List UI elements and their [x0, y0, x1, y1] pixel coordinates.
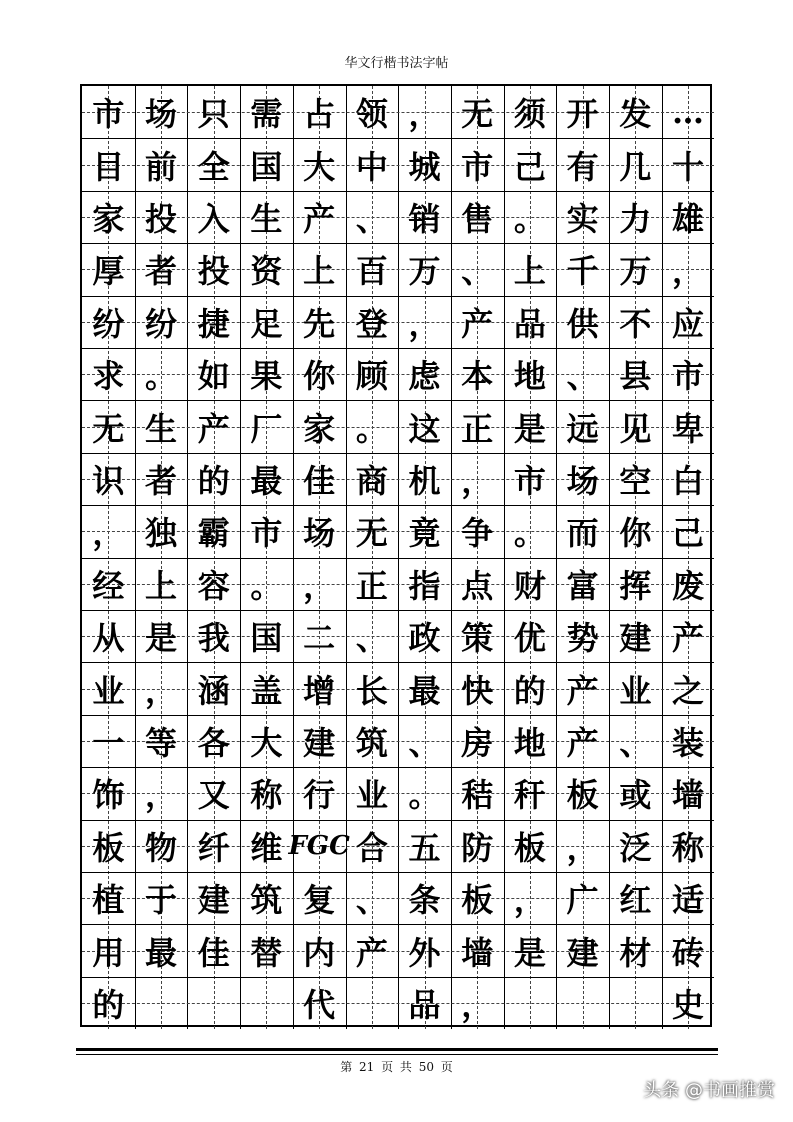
grid-cell-character: 场 [303, 514, 336, 553]
grid-cell-character: 植 [92, 881, 125, 920]
grid-cell-character: 产 [303, 199, 336, 238]
grid-cell-character: 市 [92, 95, 125, 134]
grid-cell-character: 或 [619, 776, 652, 815]
grid-cell-character: 国 [250, 619, 283, 658]
grid-cell-character: 市 [250, 514, 283, 553]
grid-cell-character: 有 [566, 147, 599, 186]
grid-cell-character: 砖 [672, 933, 705, 972]
grid-cell-character: 墙 [461, 933, 494, 972]
grid-cell-character: 产 [672, 619, 705, 658]
grid-cell-character: 市 [461, 147, 494, 186]
grid-cell-character: 无 [92, 409, 125, 448]
grid-cell-character: 于 [145, 881, 178, 920]
grid-cell-character: 之 [672, 671, 705, 710]
grid-cell-character: 者 [145, 461, 178, 500]
grid-cell-character: 复 [303, 881, 336, 920]
grid-cell-character: 业 [619, 671, 652, 710]
grid-cell-character: 涵 [197, 671, 230, 710]
grid-cell-character: 如 [197, 357, 230, 396]
grid-cell-character: 政 [408, 619, 441, 658]
grid-cell-character: 无 [461, 95, 494, 134]
grid-cell-character: 城 [408, 147, 441, 186]
grid-cell-character: 需 [250, 95, 283, 134]
grid-cell-character: 房 [461, 723, 494, 762]
grid-cell-character: 投 [145, 199, 178, 238]
grid-cell-character: ， [672, 252, 705, 291]
grid-cell-character: 发 [619, 95, 652, 134]
grid-cell-character: 。 [408, 776, 441, 815]
grid-cell-character: 二 [303, 619, 336, 658]
grid-cell-character: 富 [566, 566, 599, 605]
page-number: 第 21 页 共 50 页 [340, 1060, 453, 1074]
grid-cell-character: 最 [408, 671, 441, 710]
grid-cell-character: 板 [461, 881, 494, 920]
grid-cell-character: 上 [145, 566, 178, 605]
grid-cell-character: 产 [566, 723, 599, 762]
grid-cell-character: 佳 [197, 933, 230, 972]
grid-cell-character: 饰 [92, 776, 125, 815]
grid-cell-character: 开 [566, 95, 599, 134]
grid-cell-character: 销 [408, 199, 441, 238]
grid-cell-character: 。 [250, 566, 283, 605]
grid-cell-character: 入 [197, 199, 230, 238]
grid-cell-character: 大 [250, 723, 283, 762]
grid-cell-character: 白 [672, 461, 705, 500]
grid-cell-character: ， [566, 828, 599, 867]
grid-cell-character: 产 [355, 933, 388, 972]
watermark-credit: 头条 @书画推赏 [643, 1080, 775, 1101]
grid-cell-character: ， [513, 881, 546, 920]
grid-cell-character: 泛 [619, 828, 652, 867]
grid-cell-character: 、 [355, 619, 388, 658]
grid-cell-character: 行 [303, 776, 336, 815]
grid-cell-character: 售 [461, 199, 494, 238]
grid-cell-character: 板 [92, 828, 125, 867]
grid-cell-character: 目 [92, 147, 125, 186]
grid-cell-character: 万 [408, 252, 441, 291]
grid-cell-character: 合 [355, 828, 388, 867]
grid-cell-character: 供 [566, 304, 599, 343]
grid-cell-character: 最 [250, 461, 283, 500]
grid-cell-character: 代 [303, 985, 336, 1024]
grid-cell-character: 盖 [250, 671, 283, 710]
grid-cell-character: 是 [145, 619, 178, 658]
grid-cell-character: 适 [672, 881, 705, 920]
grid-cell-character: 内 [303, 933, 336, 972]
grid-cell-character: 家 [303, 409, 336, 448]
grid-cell-character: 物 [145, 828, 178, 867]
grid-cell-character: 。 [145, 357, 178, 396]
grid-cell-character: 中 [355, 147, 388, 186]
grid-cell-character: 优 [513, 619, 546, 658]
grid-cell-character: 须 [513, 95, 546, 134]
page-header: 华文行楷书法字帖 [344, 56, 449, 71]
grid-cell-character: 挥 [619, 566, 652, 605]
grid-cell-character: 策 [461, 619, 494, 658]
grid-cell-character: 纷 [92, 304, 125, 343]
grid-cell-character: 百 [355, 252, 388, 291]
grid-cell-character: 领 [355, 95, 388, 134]
grid-cell-character: 识 [92, 461, 125, 500]
grid-cell-character: 雄 [672, 199, 705, 238]
grid-cell-character: 而 [566, 514, 599, 553]
grid-cell-character: 捷 [197, 304, 230, 343]
grid-cell-character: 等 [145, 723, 178, 762]
grid-cell-character: 是 [513, 933, 546, 972]
grid-cell-character: 秆 [513, 776, 546, 815]
grid-cell-character: 远 [566, 409, 599, 448]
grid-cell-character: 县 [619, 357, 652, 396]
grid-cell-character: 产 [197, 409, 230, 448]
grid-cell-character: 顾 [355, 357, 388, 396]
grid-cell-character: 最 [145, 933, 178, 972]
grid-cell-character: 国 [250, 147, 283, 186]
grid-cell-character: 上 [303, 252, 336, 291]
grid-cell-character: 一 [92, 723, 125, 762]
grid-cell-character: 防 [461, 828, 494, 867]
grid-cell-character: 建 [619, 619, 652, 658]
grid-cell-character: 全 [197, 147, 230, 186]
grid-cell-character: 材 [619, 933, 652, 972]
grid-cell-character: 求 [92, 357, 125, 396]
grid-cell-character: 先 [303, 304, 336, 343]
grid-cell-character: 不 [619, 304, 652, 343]
grid-cell-character: ， [461, 461, 494, 500]
grid-cell-character: 的 [513, 671, 546, 710]
grid-cell-character: 生 [250, 199, 283, 238]
grid-cell-character: ， [145, 671, 178, 710]
calligraphy-grid [80, 84, 712, 1027]
grid-cell-character: 废 [672, 566, 705, 605]
grid-cell-character: 品 [513, 304, 546, 343]
grid-cell-character: 资 [250, 252, 283, 291]
grid-cell-character: 产 [566, 671, 599, 710]
grid-cell-character: 板 [513, 828, 546, 867]
grid-cell-character: 从 [92, 619, 125, 658]
grid-cell-character: 史 [672, 985, 705, 1024]
grid-cell-character: 。 [513, 199, 546, 238]
grid-cell-character: 增 [303, 671, 336, 710]
grid-cell-character: 、 [566, 357, 599, 396]
grid-cell-character: 家 [92, 199, 125, 238]
grid-cell-character: 品 [408, 985, 441, 1024]
grid-cell-character: 快 [461, 671, 494, 710]
grid-cell-character: ， [408, 95, 441, 134]
grid-cell-character: 正 [355, 566, 388, 605]
grid-cell-character: 装 [672, 723, 705, 762]
grid-cell-character: 十 [672, 147, 705, 186]
grid-cell-character: 者 [145, 252, 178, 291]
grid-cell-character: 点 [461, 566, 494, 605]
grid-cell-character: 生 [145, 409, 178, 448]
grid-cell-character: FGC [288, 830, 350, 861]
grid-cell-character: 正 [461, 409, 494, 448]
grid-cell-character: 商 [355, 461, 388, 500]
grid-cell-character: 维 [250, 828, 283, 867]
grid-cell-character: 称 [250, 776, 283, 815]
grid-cell-character: 机 [408, 461, 441, 500]
grid-cell-character: 万 [619, 252, 652, 291]
grid-cell-character: 墙 [672, 776, 705, 815]
grid-cell-character: 地 [513, 357, 546, 396]
grid-cell-character: 建 [566, 933, 599, 972]
grid-cell-character: 红 [619, 881, 652, 920]
grid-cell-character: 独 [145, 514, 178, 553]
grid-cell-character: 己 [513, 147, 546, 186]
grid-cell-character: 厂 [250, 409, 283, 448]
grid-cell-character: 的 [197, 461, 230, 500]
grid-cell-character: 你 [303, 357, 336, 396]
grid-cell-character: … [672, 93, 705, 132]
grid-cell-character: 是 [513, 409, 546, 448]
grid-cell-character: 竟 [408, 514, 441, 553]
grid-cell-character: 业 [92, 671, 125, 710]
grid-cell-character: ， [92, 514, 125, 553]
grid-cell-character: 外 [408, 933, 441, 972]
grid-cell-character: 、 [355, 199, 388, 238]
grid-cell-character: 各 [197, 723, 230, 762]
grid-cell-character: 、 [408, 723, 441, 762]
grid-cell-character: 长 [355, 671, 388, 710]
grid-cell-character: ， [461, 985, 494, 1024]
grid-cell-character: 投 [197, 252, 230, 291]
grid-cell-character: 广 [566, 881, 599, 920]
grid-cell-character: 实 [566, 199, 599, 238]
grid-cell-character: 市 [513, 461, 546, 500]
grid-cell-character: 争 [461, 514, 494, 553]
grid-cell-character: 场 [566, 461, 599, 500]
grid-cell-character: 筑 [250, 881, 283, 920]
grid-cell-character: 这 [408, 409, 441, 448]
grid-cell-character: 大 [303, 147, 336, 186]
grid-cell-character: 业 [355, 776, 388, 815]
grid-cell-character: 建 [303, 723, 336, 762]
grid-cell-character: 应 [672, 304, 705, 343]
grid-cell-character: 经 [92, 566, 125, 605]
grid-cell-character: 无 [355, 514, 388, 553]
grid-cell-character: ， [303, 566, 336, 605]
grid-cell-character: ， [408, 304, 441, 343]
grid-cell-character: 我 [197, 619, 230, 658]
grid-cell-character: 、 [619, 723, 652, 762]
grid-cell-character: 地 [513, 723, 546, 762]
grid-cell-character: 霸 [197, 514, 230, 553]
grid-cell-character: 本 [461, 357, 494, 396]
grid-cell-character: 。 [513, 514, 546, 553]
grid-cell-character: 又 [197, 776, 230, 815]
grid-cell-character: 称 [672, 828, 705, 867]
grid-cell-character: 秸 [461, 776, 494, 815]
grid-cell-character: 你 [619, 514, 652, 553]
grid-cell-character: 卑 [672, 409, 705, 448]
grid-cell-character: 纤 [197, 828, 230, 867]
grid-cell-character: 产 [461, 304, 494, 343]
grid-cell-character: 五 [408, 828, 441, 867]
grid-cell-character: 、 [355, 881, 388, 920]
grid-cell-character: 势 [566, 619, 599, 658]
grid-cell-character: 纷 [145, 304, 178, 343]
grid-cell-character: 板 [566, 776, 599, 815]
grid-cell-character: 。 [355, 409, 388, 448]
grid-cell-character: 建 [197, 881, 230, 920]
grid-cell-character: 千 [566, 252, 599, 291]
grid-cell-character: 场 [145, 95, 178, 134]
grid-cell-character: 的 [92, 985, 125, 1024]
grid-cell-character: 几 [619, 147, 652, 186]
grid-cell-character: 容 [197, 566, 230, 605]
grid-cell-character: ， [145, 776, 178, 815]
grid-cell-character: 、 [461, 252, 494, 291]
grid-cell-character: 厚 [92, 252, 125, 291]
grid-cell-character: 筑 [355, 723, 388, 762]
grid-cell-character: 指 [408, 566, 441, 605]
footer-rule-thick [76, 1048, 718, 1051]
grid-cell-character: 果 [250, 357, 283, 396]
grid-cell-character: 力 [619, 199, 652, 238]
grid-cell-character: 财 [513, 566, 546, 605]
grid-cell-character: 见 [619, 409, 652, 448]
grid-cell-character: 用 [92, 933, 125, 972]
grid-cell-character: 佳 [303, 461, 336, 500]
grid-cell-character: 足 [250, 304, 283, 343]
grid-cell-character: 空 [619, 461, 652, 500]
grid-cell-character: 上 [513, 252, 546, 291]
grid-cell-character: 己 [672, 514, 705, 553]
footer-rule-thin [76, 1054, 718, 1055]
grid-cell-character: 占 [303, 95, 336, 134]
grid-cell-character: 市 [672, 357, 705, 396]
grid-cell-character: 只 [197, 95, 230, 134]
grid-cell-character: 条 [408, 881, 441, 920]
grid-cell-character: 虑 [408, 357, 441, 396]
grid-cell-character: 前 [145, 147, 178, 186]
grid-cell-character: 登 [355, 304, 388, 343]
grid-cell-character: 替 [250, 933, 283, 972]
